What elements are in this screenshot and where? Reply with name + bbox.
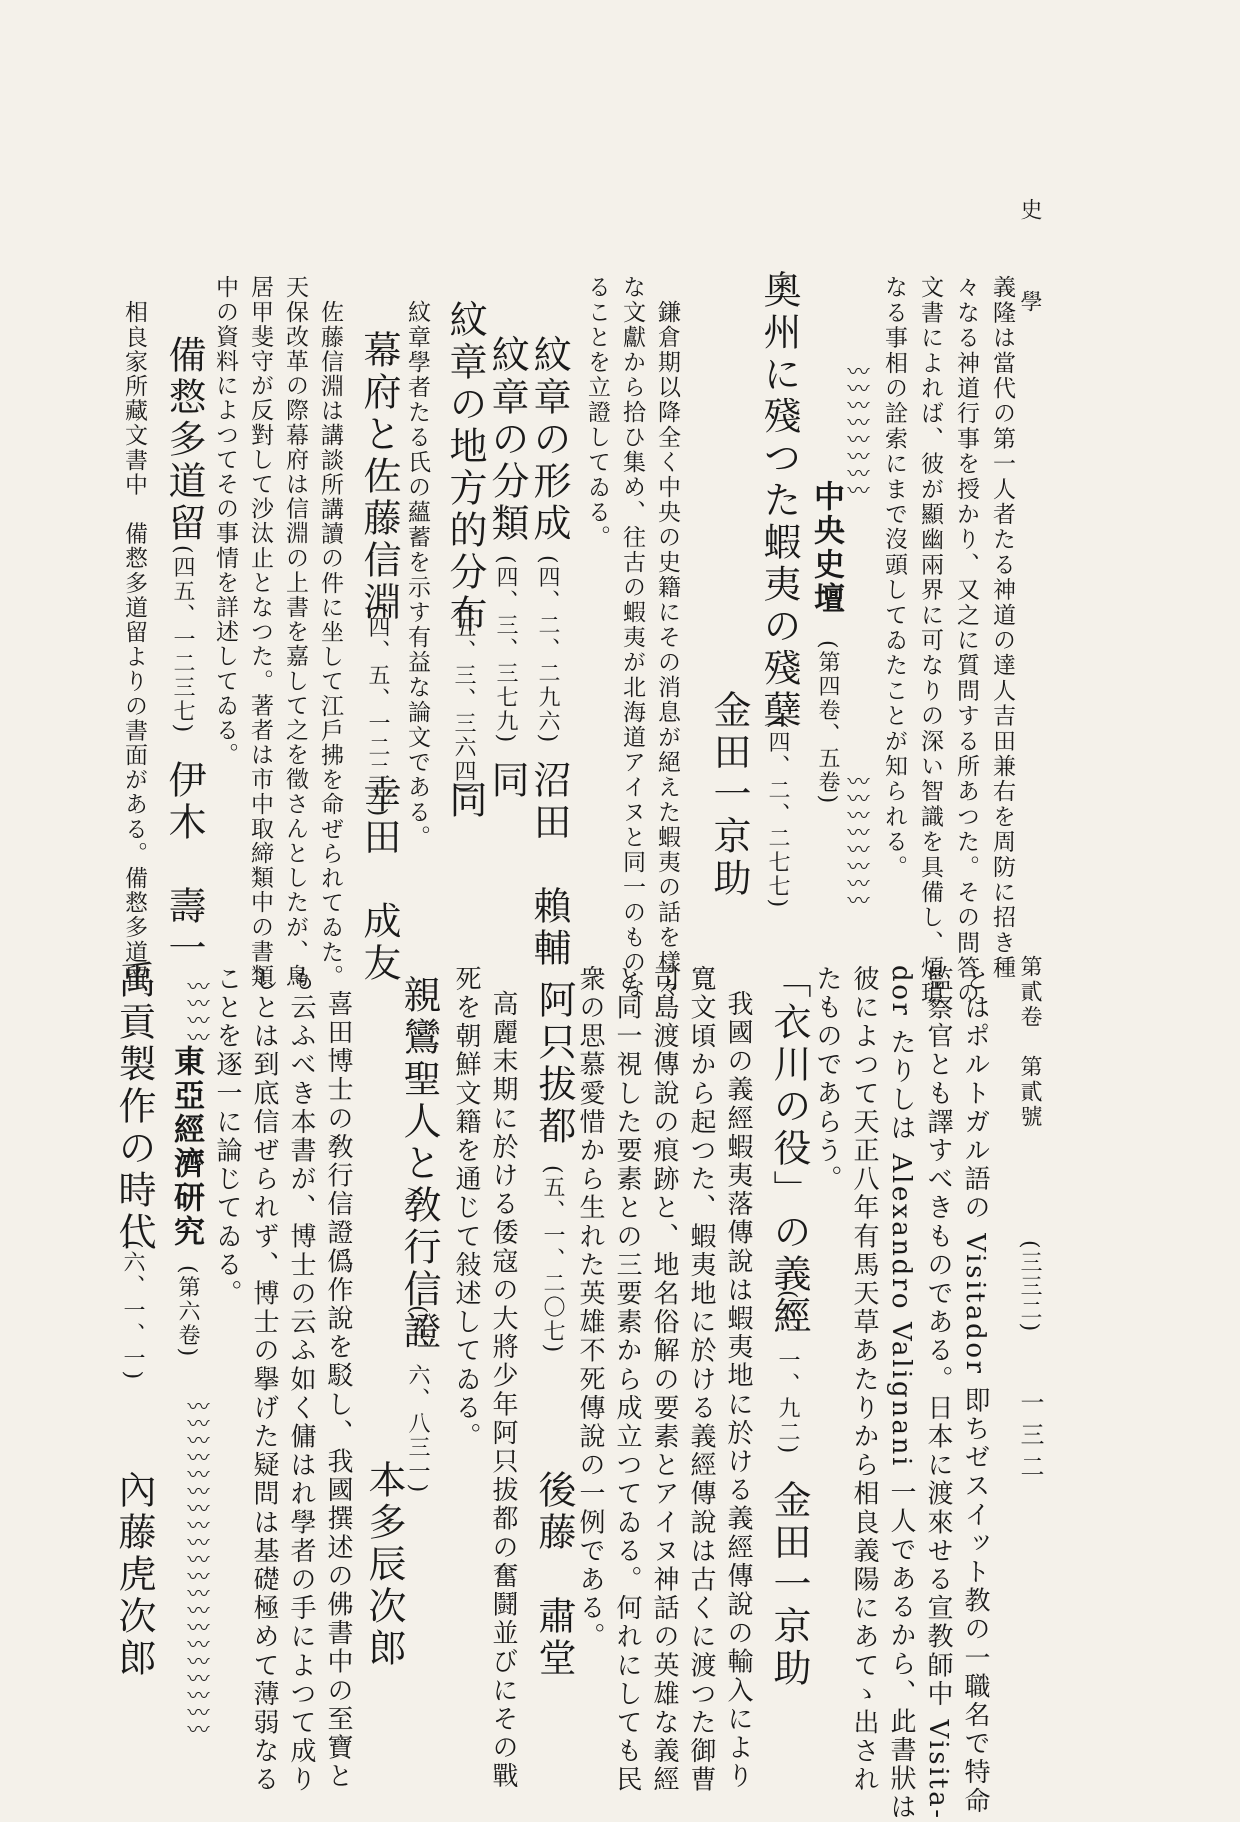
intro-line-3: 文書によれば、彼が顯幽兩界に可なりの深い智識を具備し、煩瑣 [917, 275, 943, 1006]
article-author-bakufu: 幸田 成友 [357, 775, 401, 985]
article-author-oshu: 金田一京助 [707, 690, 751, 900]
bakufu-line-1: 佐藤信淵は講談所講讀の件に坐して江戶拂を命ぜられてゐた。 [317, 300, 343, 989]
intro-line-1: 義隆は當代の第一人者たる神道の達人吉田兼右を周防に招き種 [989, 275, 1015, 981]
shinran-line-2: も云ふべき本書が、博士の云ふ如く傭はれ學者の手によつて成り [286, 965, 316, 1795]
article-ref-monsho-2: (四、三、三七九) [493, 555, 518, 745]
oshu-line-3: ることを立證してゐる。 [584, 275, 610, 550]
koromogawa-line-5: 衆の思慕愛惜から生れた英雄不死傳說の一例である。 [575, 965, 605, 1652]
article-title-monsho-3: 紋章の地方的分布 [443, 300, 487, 636]
article-ref-monsho-3: (五、三、三六四) [451, 605, 476, 795]
bisou-line-1: 相良家所藏文書中 備慦多道留よりの書面がある。備慦多道留 [121, 300, 147, 989]
article-title-shinran: 親鸞聖人と敎行信證 [397, 975, 441, 1353]
wavy-divider-chuo-bottom: 〰〰〰〰〰〰〰〰 [844, 770, 869, 906]
article-ref-abatsu: (五、一、二〇七) [540, 1165, 565, 1355]
article-author-abatsu: 後藤 肅堂 [532, 1470, 576, 1680]
journal-title: 史 學 [1017, 198, 1042, 336]
abatsu-line-2: 死を朝鮮文籍を通じて敍述してゐる。 [451, 965, 481, 1452]
top-line-1: とはポルトガル語の Visitador 即ちゼスイット教の一職名で特命 [960, 965, 990, 1816]
top-line-3: dor たりしは Alexandro Valignani 一人であるから、此書狀は [886, 965, 916, 1822]
oshu-line-1: 鎌倉期以降全く中央の史籍にその消息が絕えた蝦夷の話を樣々 [654, 300, 680, 1000]
article-title-monsho-1: 紋章の形成 [527, 335, 571, 545]
article-ref-oshu: (四、二、二七七) [765, 720, 790, 910]
volume-issue: 第貳卷 第貳號 [1017, 955, 1042, 1130]
koromogawa-line-3: 司島渡傳說の痕跡と、地名俗解の要素とアイヌ神話の英雄な義經 [649, 965, 679, 1795]
koromogawa-line-4: と同一視した要素との三要素から成立つてゐる。何れにしても民 [612, 965, 642, 1795]
article-title-abatsu: 阿只拔都 [532, 980, 576, 1148]
intro-line-4: なる事相の詮索にまで沒頭してゐたことが知られる。 [881, 275, 907, 880]
page-paren: (三三二) [1017, 1240, 1042, 1334]
article-title-bakufu: 幕府と佐藤信淵 [357, 330, 401, 624]
wavy-divider-toa: 〰〰〰〰〰〰〰〰〰〰〰〰〰〰〰〰〰〰〰〰 [184, 1395, 209, 1735]
article-ref-ukou: (六、一、一) [120, 1240, 145, 1382]
article-author-monsho-3: 同 [443, 780, 487, 822]
oshu-line-2: な文獻から拾ひ集め、往古の蝦夷が北海道アイヌと同一のものな [619, 275, 645, 1000]
wavy-divider-chuo-top: 〰〰〰〰〰〰〰〰 [844, 360, 869, 496]
article-title-koromogawa: 「衣川の役」の義經 [767, 960, 811, 1338]
wavy-divider-top: 〰〰〰〰 [184, 975, 209, 1043]
section-vol-chuo: (第四卷、五卷) [815, 640, 840, 806]
article-ref-shinran: (五、六、八三一) [405, 1305, 430, 1495]
abatsu-line-1: 高麗末期に於ける倭寇の大將少年阿只拔都の奮鬪並びにその戰 [488, 990, 518, 1791]
section-vol-toa: (第六卷) [175, 1265, 200, 1359]
article-author-monsho-1: 沼田 賴輔 [527, 760, 571, 970]
koromogawa-line-2: 寬文頃から起つた、蝦夷地に於ける義經傳說は古くに渡つた御曹 [686, 965, 716, 1795]
koromogawa-line-1: 我國の義經蝦夷落傳說は蝦夷地に於ける義經傳說の輸入により [723, 990, 753, 1791]
bakufu-line-2: 天保改革の際幕府は信淵の上書を嘉して之を徵さんとしたが、鳥 [282, 275, 308, 989]
section-title-chuo: 中央史壇 [808, 480, 844, 616]
article-ref-bakufu: (四、五、一二二九) [365, 605, 390, 819]
article-ref-monsho-1: (四、二、二九六) [535, 555, 560, 745]
article-author-monsho-2: 同 [485, 760, 529, 802]
section-title-toa: 東亞經濟研究 [168, 1045, 204, 1249]
article-title-bisou: 備慦多道留 [162, 335, 206, 545]
article-title-monsho-2: 紋章の分類 [485, 335, 529, 545]
bakufu-line-4: 中の資料によつてその事情を詳述してゐる。 [212, 275, 238, 767]
article-author-ukou: 內藤虎次郎 [112, 1470, 156, 1680]
top-line-4: 彼によつて天正八年有馬天草あたりから相良義陽にあてゝ出され [849, 965, 879, 1795]
bakufu-line-3: 居甲斐守が反對して沙汰止となつた。著者は市中取締類中の書類 [247, 275, 273, 989]
shinran-line-4: ことを逐一に論じてゐる。 [212, 965, 242, 1309]
article-title-ukou: 禹貢製作の時代 [112, 960, 156, 1254]
top-line-2: 監察官とも譯すべきものである。日本に渡來せる宣教師中 Visita- [923, 965, 953, 1821]
top-line-5: たものであらう。 [812, 965, 842, 1194]
shinran-line-3: しとは到底信ぜられず、博士の擧げた疑問は基礎極めて薄弱なる [249, 965, 279, 1795]
intro-line-2: 々なる神道行事を授かり、又之に質問する所あつた。その問答の [953, 275, 979, 1006]
article-author-koromogawa: 金田一京助 [767, 1480, 811, 1690]
article-author-shinran: 本多辰次郎 [362, 1460, 406, 1670]
article-title-oshu: 奧州に殘つた蝦夷の殘蘖 [757, 270, 801, 732]
article-ref-bisou: (四五、一二三七) [170, 545, 195, 735]
shinran-line-1: 喜田博士の敎行信證僞作說を駁し、我國撰述の佛書中の至寶と [323, 990, 353, 1791]
monsho-note: 紋章學者たる氏の蘊蓄を示す有益な論文である。 [404, 300, 430, 850]
article-ref-koromogawa: (五、一、九二) [775, 1290, 800, 1456]
article-author-bisou: 伊木 壽一 [162, 760, 206, 970]
page-number: 一三二 [1016, 1390, 1044, 1486]
